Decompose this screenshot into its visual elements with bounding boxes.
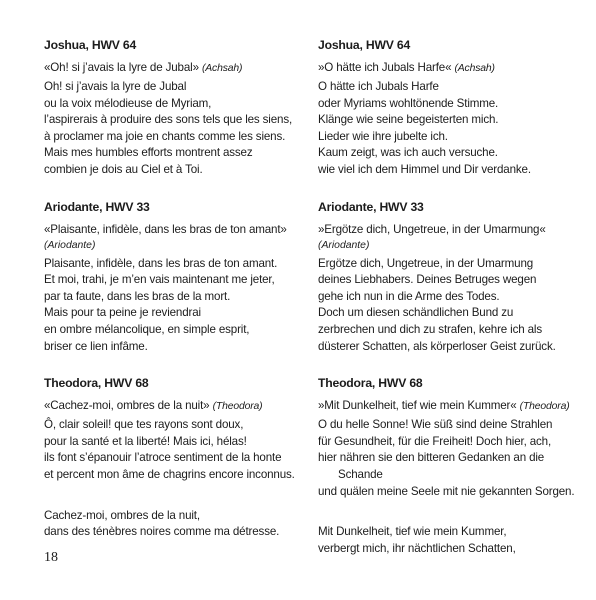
lyric-line: für Gesundheit, für die Freiheit! Doch hier, ach, — [318, 434, 552, 448]
lyric-line: combien je dois au Ciel et à Toi. — [44, 162, 203, 176]
lyric-line: oder Myriams wohltönende Stimme. — [318, 96, 499, 110]
lyric-line: Kaum zeigt, was ich auch versuche. — [318, 146, 498, 160]
section-theodora-fr — [44, 376, 314, 541]
aria-title: «Plaisante, infidèle, dans les bras de ton amant» — [44, 222, 287, 236]
lyric-line: zerbrechen und dich zu strafen, kehre ich als — [318, 322, 542, 336]
lyric-line: Mais pour ta peine je reviendrai — [44, 306, 201, 320]
lyric-line: Mais mes humbles efforts montrent assez — [44, 146, 253, 160]
section-heading: Joshua, HWV 64 — [44, 38, 137, 52]
lyrics — [44, 79, 314, 179]
lyric-line: à proclamer ma joie en chants comme les siens. — [44, 129, 286, 143]
lyric-line: Et moi, trahi, je m’en vais maintenant me jeter, — [44, 273, 275, 287]
aria-title: »Ergötze dich, Ungetreue, in der Umarmung« — [318, 222, 546, 236]
aria-title — [44, 398, 314, 414]
lyric-line: gehe ich nun in die Arme des Todes. — [318, 289, 500, 303]
lyric-line: l’aspirerais à produire des sons tels que les siens, — [44, 113, 293, 127]
character-role: (Ariodante) — [44, 239, 96, 251]
section-heading: Joshua, HWV 64 — [318, 38, 411, 52]
lyric-line: Cachez-moi, ombres de la nuit, — [44, 508, 200, 522]
lyrics — [318, 79, 588, 179]
lyric-line: O du helle Sonne! Wie süß sind deine Strahlen — [318, 418, 553, 432]
section-heading: Ariodante, HWV 33 — [44, 199, 150, 214]
lyric-line: deines Liebhabers. Deines Betruges wegen — [318, 273, 537, 287]
lyrics — [44, 256, 314, 356]
lyric-line: Ergötze dich, Ungetreue, in der Umarmung — [318, 256, 534, 270]
lyric-line: Lieder wie ihre jubelte ich. — [318, 129, 448, 143]
section-ariodante-fr — [44, 200, 314, 356]
character-role: (Theodora) — [519, 401, 570, 413]
lyric-line: und quälen meine Seele mit nie gekannten Sorgen. — [318, 484, 575, 498]
lyric-line: briser ce lien infâme. — [44, 339, 148, 353]
section-joshua-fr — [44, 38, 314, 179]
lyric-line: Ô, clair soleil! que tes rayons sont doux, — [44, 418, 244, 432]
lyric-line: ou la voix mélodieuse de Myriam, — [44, 96, 212, 110]
german-column — [318, 38, 588, 578]
section-ariodante-de — [318, 200, 588, 356]
lyric-line: Mit Dunkelheit, tief wie mein Kummer, — [318, 525, 507, 539]
lyric-line: pour la santé et la liberté! Mais ici, hélas! — [44, 434, 247, 448]
page-number: 18 — [44, 550, 58, 565]
lyric-line: wie viel ich dem Himmel und Dir verdanke. — [318, 162, 531, 176]
character-role: (Theodora) — [212, 401, 263, 413]
aria-title-text: «Cachez-moi, ombres de la nuit» — [44, 399, 210, 413]
section-heading: Ariodante, HWV 33 — [318, 199, 424, 214]
lyrics-stanza — [318, 524, 588, 557]
character-role: (Achsah) — [201, 63, 243, 74]
lyrics — [318, 256, 588, 356]
character-role: (Ariodante) — [318, 239, 370, 251]
lyric-line: Plaisante, infidèle, dans les bras de ton amant. — [44, 256, 278, 270]
lyric-line: Doch um diesen schändlichen Bund zu — [318, 306, 514, 320]
lyric-line: ils font s’épanouir l’atroce sentiment de la honte — [44, 451, 282, 465]
lyric-line: et percent mon âme de chagrins encore inconnus. — [44, 467, 295, 481]
lyric-line: düsterer Schatten, als körperloser Geist zurück. — [318, 339, 556, 353]
aria-title — [44, 60, 314, 76]
lyric-line: dans des ténèbres noires comme ma détresse. — [44, 525, 280, 539]
lyric-line: verbergt mich, ihr nächtlichen Schatten, — [318, 541, 516, 555]
lyric-line: O hätte ich Jubals Harfe — [318, 80, 439, 93]
aria-title-text: «Oh! si j’avais la lyre de Jubal» — [44, 61, 199, 74]
section-theodora-de — [318, 376, 588, 557]
aria-title-text: »Mit Dunkelheit, tief wie mein Kummer« — [318, 399, 517, 413]
lyric-line: Oh! si j’avais la lyre de Jubal — [44, 80, 187, 93]
section-heading: Theodora, HWV 68 — [44, 376, 149, 391]
lyrics-stanza — [44, 508, 314, 541]
lyrics — [318, 417, 588, 500]
lyric-line: hier nähren sie den bitteren Gedanken an die — [318, 451, 545, 465]
character-role: (Achsah) — [454, 63, 495, 74]
aria-title-text: »O hätte ich Jubals Harfe« — [318, 61, 452, 74]
aria-title — [318, 398, 588, 414]
lyric-line-continuation: Schande — [338, 467, 383, 481]
lyric-line: en ombre mélancolique, en simple esprit, — [44, 322, 250, 336]
lyric-line: Klänge wie seine begeisterten mich. — [318, 113, 499, 127]
section-joshua-de — [318, 38, 588, 179]
french-column — [44, 38, 314, 562]
aria-title — [318, 60, 588, 76]
lyric-line: par ta faute, dans les bras de la mort. — [44, 289, 231, 303]
section-heading: Theodora, HWV 68 — [318, 376, 423, 391]
lyrics — [44, 417, 314, 483]
